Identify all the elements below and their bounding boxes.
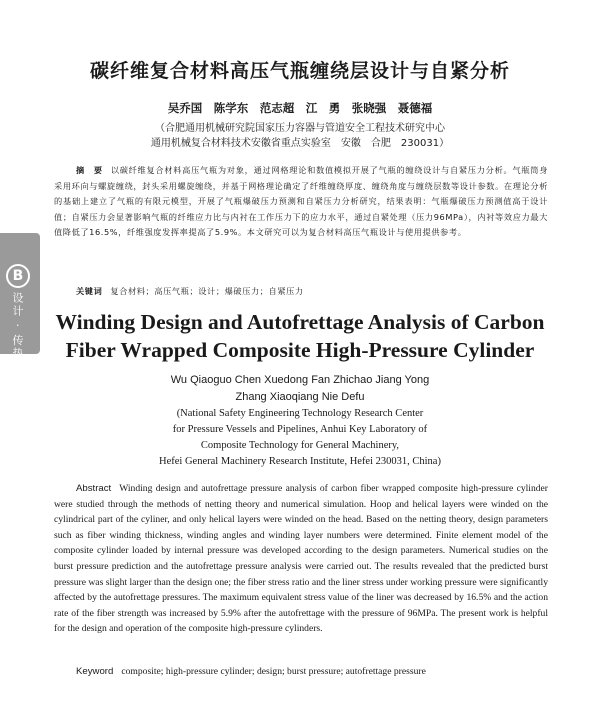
chinese-authors: 吴乔国 陈学东 范志超 江 勇 张晓强 聂德福 (167, 101, 433, 115)
english-affiliation-line2: for Pressure Vessels and Pipelines, Anhui Key Laboratory of (172, 424, 428, 435)
english-title-line2: Fiber Wrapped Composite High-Pressure Cylinder (65, 338, 535, 362)
english-affiliation-line4: Hefei General Machinery Research Institute, Hefei 230031, China) (159, 456, 441, 467)
english-abstract (54, 481, 548, 637)
english-abstract-label: Abstract (76, 483, 112, 494)
english-abstract-text: Winding design and autofrettage pressure analysis of carbon fiber wrapped composite high-pressure cylinder were studied through the methods of netting theory and numerical simulation. Hoop and helical layers were winded on the cylindrical part of the cyliner, and only helical layers were winded on the head. Based on the netting theory, design parameters such as fiber winding thickness, winding angles and winding layer numbers were determined. Finite element model of the composite cylinder loaded by internal pressure was developed according to the design parameters. Numerical studies on the burst pressure prediction and the autofrettage pressure analysis were carried out. The results revealed that the predicted burst pressure was slight larger than the design one; the fiber stress ratio and the liner stress under working pressure were significantly affected by the autofrettage pressures. The maximum equivalent stress value of the liner was decreased by 16.5% and the action rate of the fiber strength was increased by 5.9% after the autofrettage with the pressure of 96MPa. The present work is helpful for the design and operation of the composite high-pressure cylinders. (54, 483, 548, 635)
english-affiliation-line3: Composite Technology for General Machinery, (200, 440, 400, 451)
section-side-label: 设计 · 传热 (11, 292, 24, 361)
english-keywords (76, 666, 426, 677)
english-authors-line1: Wu Qiaoguo Chen Xuedong Fan Zhichao Jiang Yong (170, 374, 430, 386)
chinese-abstract (54, 163, 548, 241)
chinese-abstract-label: 摘 要 (76, 165, 103, 175)
chinese-abstract-text: 以碳纤维复合材料高压气瓶为对象，通过网格理论和数值模拟开展了气瓶的缠绕设计与自紧压力分析。气瓶筒身采用环向与螺旋缠绕，封头采用螺旋缠绕，并基于网格理论确定了纤维缠绕厚度、缠绕角度与缠绕层数等设计参数。在理论分析的基础上建立了气瓶的有限元模型，开展了气瓶爆破压力预测和自紧压力分析研究，结果表明：气瓶爆破压力预测值高于设计值；自紧压力会显著影响气瓶的纤维应力比与内衬在工作压力下的应力水平，通过自紧处理（压力96MPa），内衬等效应力最大值降低了16.5%，纤维强度发挥率提高了5.9%。本文研究可以为复合材料高压气瓶设计与使用提供参考。 (54, 165, 548, 237)
english-title-line1: Winding Design and Autofrettage Analysis of Carbon (55, 310, 545, 334)
english-affiliation-line1: (National Safety Engineering Technology Research Center (176, 408, 424, 419)
chinese-keywords-text: 复合材料；高压气瓶；设计；爆破压力；自紧压力 (110, 286, 304, 296)
chinese-keywords-label: 关键词 (76, 286, 103, 296)
chinese-keywords (76, 286, 304, 297)
chinese-affiliation-line1: （合肥通用机械研究院国家压力容器与管道安全工程技术研究中心 (155, 123, 445, 134)
english-authors-line2: Zhang Xiaoqiang Nie Defu (235, 391, 365, 403)
chinese-title: 碳纤维复合材料高压气瓶缠绕层设计与自紧分析 (89, 60, 510, 82)
section-letter-badge: B (6, 264, 30, 288)
english-keywords-label: Keyword (76, 666, 114, 677)
english-keywords-text: composite; high-pressure cylinder; design; burst pressure; autofrettage pressure (121, 666, 426, 677)
chinese-affiliation-line2: 通用机械复合材料技术安徽省重点实验室 安徽 合肥 230031） (150, 138, 450, 149)
